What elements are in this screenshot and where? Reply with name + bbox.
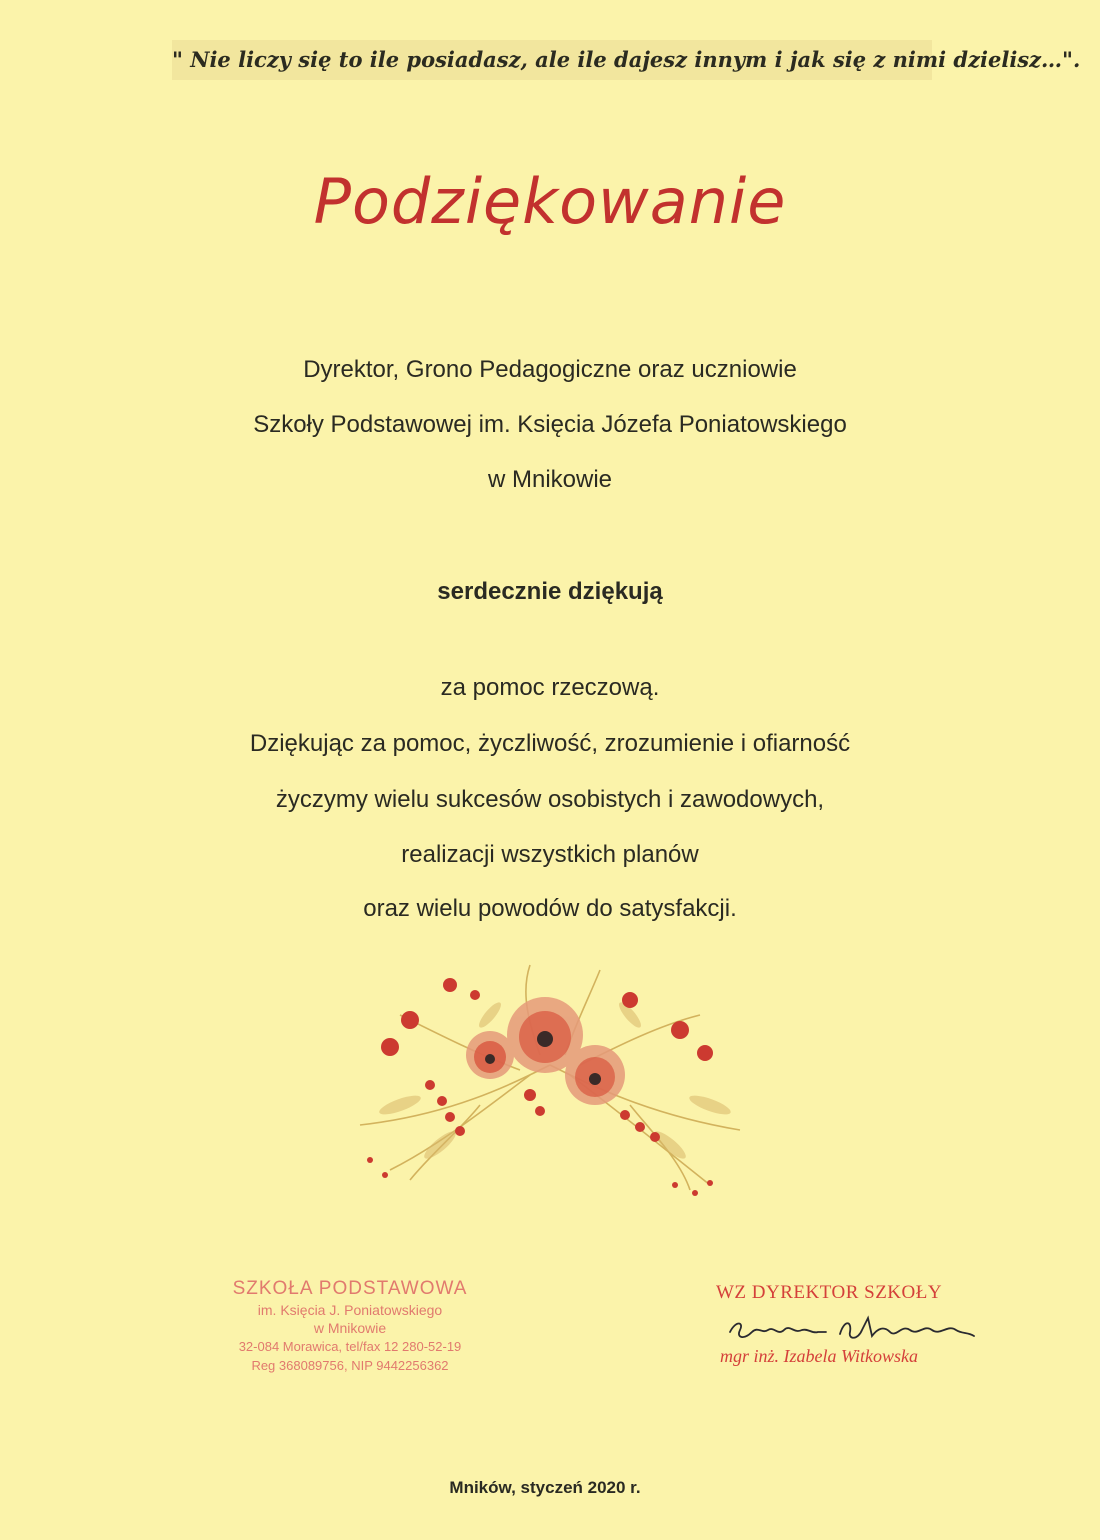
stamp-registry: Reg 368089756, NIP 9442256362 [251,1358,449,1373]
director-signature-block [700,1282,1000,1367]
director-role: WZ DYREKTOR SZKOŁY [716,1282,943,1303]
place-and-date: Mników, styczeń 2020 r. [449,1478,641,1497]
message-line: życzymy wielu sukcesów osobistych i zawodowych, [275,786,825,813]
handwritten-signature [722,1310,982,1348]
school-stamp [215,1277,485,1375]
sender-line: Szkoły Podstawowej im. Księcia Józefa Poniatowskiego [253,411,847,438]
stamp-patron: im. Księcia J. Poniatowskiego [257,1302,443,1318]
letter-title: Podziękowanie [313,165,787,238]
motto-quote: " Nie liczy się to ile posiadasz, ale ile dajesz innym i jak się z nimi dzielisz…". [172,40,932,80]
thanks-line: serdecznie dziękują [437,578,663,605]
message-line: oraz wielu powodów do satysfakcji. [363,895,737,922]
stamp-school-name: SZKOŁA PODSTAWOWA [232,1278,468,1299]
stamp-address: 32-084 Morawica, tel/fax 12 280-52-19 [238,1339,462,1354]
director-name: mgr inż. Izabela Witkowska [720,1346,918,1366]
message-line: realizacji wszystkich planów [401,841,699,868]
floral-bouquet-icon [330,955,770,1205]
sender-line: w Mnikowie [487,466,613,493]
stamp-town: w Mnikowie [313,1320,387,1336]
message-line: za pomoc rzeczową. [440,674,660,701]
sender-line: Dyrektor, Grono Pedagogiczne oraz uczniowie [303,356,797,383]
message-line: Dziękując za pomoc, życzliwość, zrozumienie i ofiarność [249,730,851,757]
